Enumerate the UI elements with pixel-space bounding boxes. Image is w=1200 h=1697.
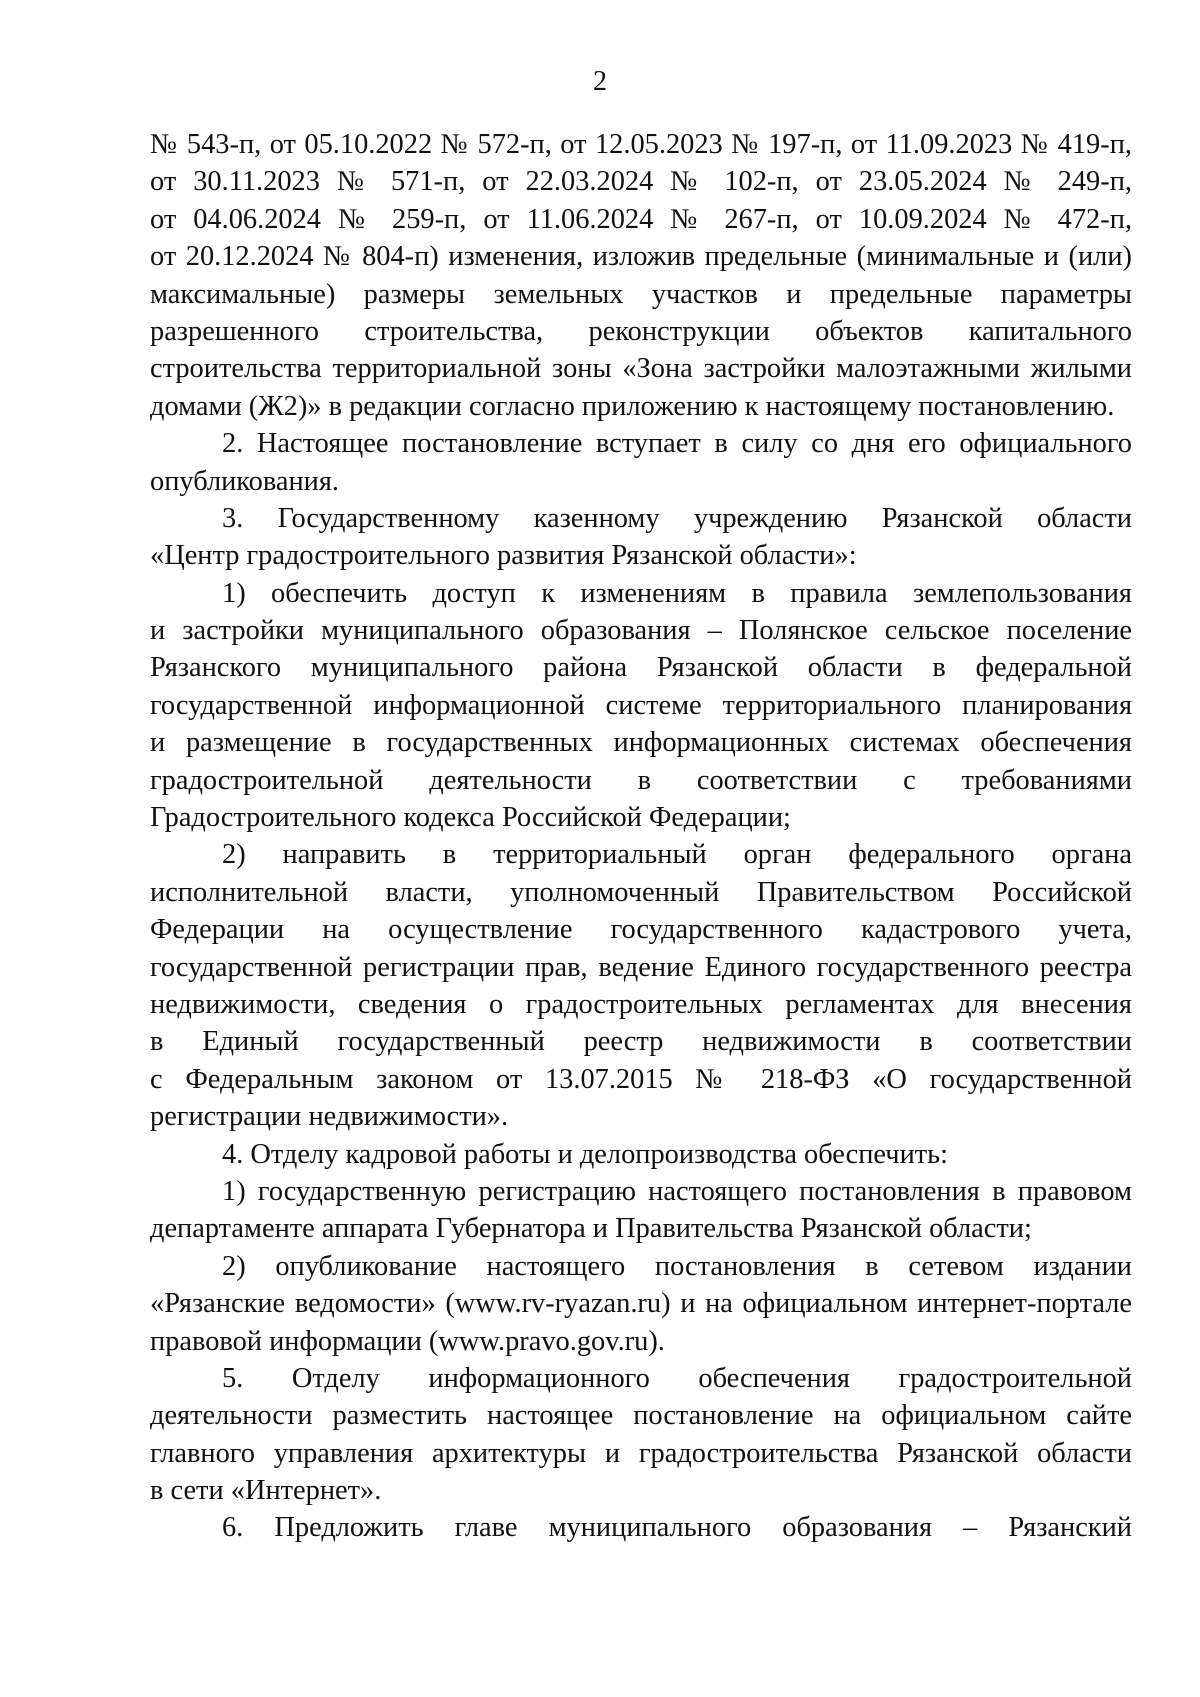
text-line: департаменте аппарата Губернатора и Правительства Рязанской области;	[150, 1213, 1032, 1245]
text-line: строительства территориальной зоны «Зона застройки малоэтажными жилыми	[150, 353, 1132, 385]
text-line: 2. Настоящее постановление вступает в силу со дня его официального	[222, 428, 1132, 460]
text-line: 1) обеспечить доступ к изменениям в правила землепользования	[222, 577, 1132, 609]
text-line: в Единый государственный реестр недвижимости в соответствии	[150, 1026, 1132, 1058]
paragraph-item-5	[150, 1360, 1132, 1510]
paragraph-item-4	[150, 1136, 1132, 1173]
text-line: регистрации недвижимости».	[150, 1101, 509, 1133]
text-line: Градостроительного кодекса Российской Федерации;	[150, 802, 791, 834]
text-line: № 543-п, от 05.10.2022 № 572-п, от 12.05.2023 № 197-п, от 11.09.2023 № 419-п,	[150, 129, 1132, 160]
text-line: разрешенного строительства, реконструкции объектов капитального	[150, 315, 1132, 347]
text-line: 2) направить в территориальный орган федерального органа	[222, 839, 1132, 871]
text-line: градостроительной деятельности в соответствии с требованиями	[150, 764, 1132, 796]
paragraph-item-3-1	[150, 575, 1132, 837]
text-line: исполнительной власти, уполномоченный Правительством Российской	[150, 876, 1132, 908]
text-line: Рязанского муниципального района Рязанской области в федеральной	[150, 652, 1132, 684]
text-line: государственной регистрации прав, ведение Единого государственного реестра	[150, 951, 1132, 983]
text-line: и размещение в государственных информационных системах обеспечения	[150, 727, 1132, 759]
text-line: 3. Государственному казенному учреждению Рязанской области	[222, 502, 1132, 534]
text-line: в сети «Интернет».	[150, 1475, 382, 1507]
text-line: недвижимости, сведения о градостроительных регламентах для внесения	[150, 988, 1132, 1020]
paragraph-item-4-1	[150, 1173, 1132, 1248]
text-line: домами (Ж2)» в редакции согласно приложению к настоящему постановлению.	[150, 390, 1115, 422]
text-line: «Центр градостроительного развития Рязанской области»:	[150, 540, 857, 572]
paragraph-item-3	[150, 500, 1132, 575]
text-line: 6. Предложить главе муниципального образования – Рязанский	[222, 1512, 1132, 1544]
text-line: «Рязанские ведомости» (www.rv-ryazan.ru) и на официальном интернет-портале	[150, 1288, 1132, 1320]
text-line: и застройки муниципального образования – Полянское сельское поселение	[150, 615, 1132, 647]
text-line: максимальные) размеры земельных участков и предельные параметры	[150, 278, 1132, 310]
text-line: Федерации на осуществление государственного кадастрового учета,	[150, 914, 1132, 946]
text-line: деятельности разместить настоящее постановление на официальном сайте	[150, 1400, 1132, 1432]
paragraph-item-6	[150, 1509, 1132, 1546]
text-line: 4. Отделу кадровой работы и делопроизводства обеспечить:	[222, 1138, 949, 1170]
text-line: 2) опубликование настоящего постановления в сетевом издании	[222, 1250, 1132, 1282]
paragraph-item-2	[150, 425, 1132, 500]
text-line: от 20.12.2024 № 804-п) изменения, изложив предельные (минимальные и (или)	[150, 241, 1132, 273]
text-line: государственной информационной системе территориального планирования	[150, 689, 1132, 721]
text-line: 5. Отделу информационного обеспечения градостроительной	[222, 1362, 1132, 1394]
paragraph-item-3-2	[150, 836, 1132, 1135]
paragraph-item-4-2	[150, 1248, 1132, 1360]
text-line: главного управления архитектуры и градостроительства Рязанской области	[150, 1437, 1132, 1469]
paragraph-amendments	[150, 126, 1132, 425]
document-body	[150, 126, 1132, 1547]
text-line: опубликования.	[150, 465, 340, 497]
text-line: от 30.11.2023 № 571-п, от 22.03.2024 № 102-п, от 23.05.2024 № 249-п,	[150, 166, 1132, 198]
text-line: с Федеральным законом от 13.07.2015 № 218-ФЗ «О государственной	[150, 1063, 1132, 1095]
text-line: 1) государственную регистрацию настоящего постановления в правовом	[222, 1175, 1132, 1207]
text-line: от 04.06.2024 № 259-п, от 11.06.2024 № 267-п, от 10.09.2024 № 472-п,	[150, 203, 1132, 235]
page-number: 2	[593, 66, 607, 97]
text-line: правовой информации (www.pravo.gov.ru).	[150, 1325, 665, 1357]
